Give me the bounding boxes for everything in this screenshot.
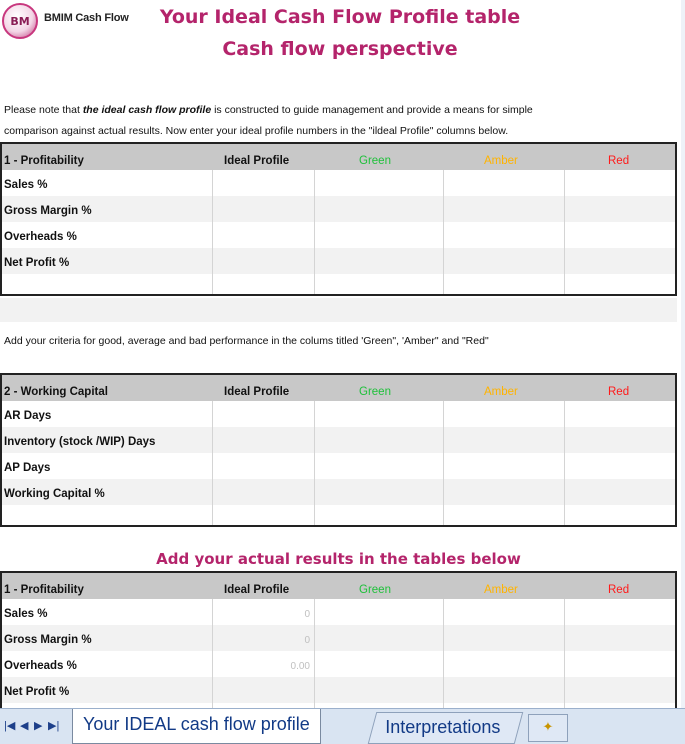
row-label: Gross Margin % xyxy=(4,634,92,646)
header-ideal-profile: Ideal Profile xyxy=(224,155,290,167)
header-red: Red xyxy=(608,386,630,398)
column-divider xyxy=(314,599,315,708)
table-row[interactable] xyxy=(2,222,675,248)
row-label: Net Profit % xyxy=(4,257,70,269)
row-label: Working Capital % xyxy=(4,488,105,500)
table-row[interactable] xyxy=(2,170,675,196)
header-red: Red xyxy=(608,155,630,167)
vertical-scrollbar[interactable] xyxy=(681,0,685,708)
ideal-working-capital-table xyxy=(0,373,677,527)
page-subtitle: Cash flow perspective xyxy=(222,38,458,60)
row-label: AR Days xyxy=(4,410,52,422)
bmim-logo: BM xyxy=(2,3,38,39)
table-row[interactable] xyxy=(2,427,675,453)
next-sheet-icon[interactable]: ▶ xyxy=(34,720,43,732)
header-ideal-profile: Ideal Profile xyxy=(224,584,290,596)
header-green: Green xyxy=(359,584,391,596)
table-title: 1 - Profitability xyxy=(4,584,84,596)
column-divider xyxy=(212,401,213,525)
row-label: Overheads % xyxy=(4,231,77,243)
table-row[interactable] xyxy=(2,625,675,651)
tab-label: Interpretations xyxy=(385,717,501,737)
table-row[interactable] xyxy=(2,453,675,479)
last-sheet-icon[interactable]: ▶| xyxy=(48,720,60,732)
row-label: Overheads % xyxy=(4,660,77,672)
table-row[interactable] xyxy=(2,401,675,427)
actual-value: 0.00 xyxy=(290,661,310,672)
table-header xyxy=(2,144,675,170)
row-label: AP Days xyxy=(4,462,51,474)
header-green: Green xyxy=(359,155,391,167)
intro-line-1: Please note that the ideal cash flow profile is constructed to guide management and provide a means for simple xyxy=(4,104,533,116)
column-divider xyxy=(564,401,565,525)
header-green: Green xyxy=(359,386,391,398)
table-row[interactable] xyxy=(2,677,675,703)
row-label: Sales % xyxy=(4,179,48,191)
actual-profitability-table xyxy=(0,571,677,708)
first-sheet-icon[interactable]: |◀ xyxy=(4,720,16,732)
column-divider xyxy=(212,599,213,708)
header-ideal-profile: Ideal Profile xyxy=(224,386,290,398)
row-label: Inventory (stock /WIP) Days xyxy=(4,436,156,448)
brand-name: BMIM Cash Flow xyxy=(44,12,129,24)
table-title: 1 - Profitability xyxy=(4,155,84,167)
table-row[interactable] xyxy=(2,479,675,505)
tab-interpretations[interactable] xyxy=(368,712,524,744)
actual-value: 0 xyxy=(304,609,310,620)
table-header xyxy=(2,375,675,401)
actual-results-heading: Add your actual results in the tables below xyxy=(156,550,521,568)
column-divider xyxy=(443,599,444,708)
sheet-tab-bar xyxy=(0,708,685,744)
table-row[interactable] xyxy=(2,196,675,222)
prev-sheet-icon[interactable]: ◀ xyxy=(20,720,29,732)
page-title: Your Ideal Cash Flow Profile table xyxy=(159,6,521,28)
header-red: Red xyxy=(608,584,630,596)
spacer-row xyxy=(0,298,677,322)
column-divider xyxy=(564,170,565,294)
tab-your-ideal-cash-flow-profile[interactable]: Your IDEAL cash flow profile xyxy=(72,709,321,744)
header-amber: Amber xyxy=(484,155,518,167)
column-divider xyxy=(564,599,565,708)
column-divider xyxy=(212,170,213,294)
criteria-note: Add your criteria for good, average and bad performance in the colums titled 'Green", 'Amber" and "Red" xyxy=(4,335,489,347)
header-amber: Amber xyxy=(484,584,518,596)
actual-value: 0 xyxy=(304,635,310,646)
intro-line-2: comparison against actual results. Now enter your ideal profile numbers in the "ildeal Profile" columns below. xyxy=(4,125,509,137)
table-title: 2 - Working Capital xyxy=(4,386,108,398)
column-divider xyxy=(314,401,315,525)
row-label: Net Profit % xyxy=(4,686,70,698)
header-amber: Amber xyxy=(484,386,518,398)
ideal-profitability-table xyxy=(0,142,677,296)
table-row[interactable] xyxy=(2,248,675,274)
table-header xyxy=(2,573,675,599)
column-divider xyxy=(443,170,444,294)
table-row[interactable] xyxy=(2,651,675,677)
insert-sheet-icon[interactable]: ✦ xyxy=(528,714,568,742)
table-row[interactable] xyxy=(2,599,675,625)
column-divider xyxy=(443,401,444,525)
row-label: Sales % xyxy=(4,608,48,620)
row-label: Gross Margin % xyxy=(4,205,92,217)
column-divider xyxy=(314,170,315,294)
